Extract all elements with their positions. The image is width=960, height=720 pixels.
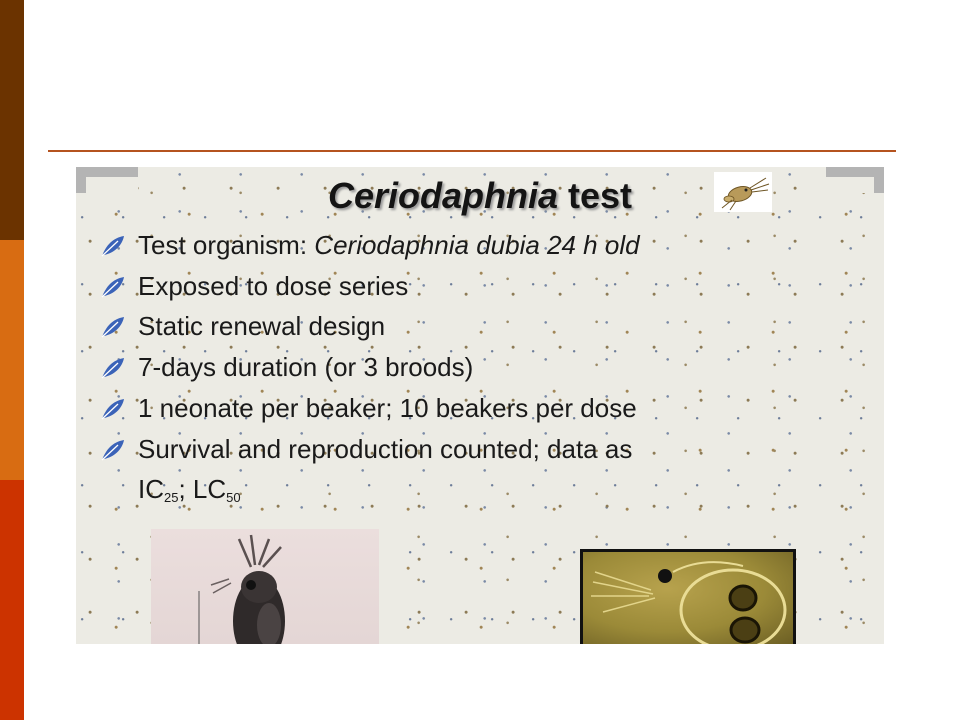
lc-label: LC [192,474,227,505]
title-divider [48,150,896,152]
feather-bullet-icon [100,315,126,339]
feather-bullet-icon [100,397,126,421]
bullet-text: 1 neonate per beaker; 10 beakers per dose [138,392,637,423]
bullet-item [100,388,860,429]
bullet-text: Survival and reproduction counted; data as [138,433,633,464]
accent-stripe-top [0,0,24,240]
feather-bullet-icon [100,438,126,462]
slide-title-rest: test [558,175,633,216]
bullet-text-italic: Ceriodaphnia dubia 24 h old [314,230,640,260]
bullet-text: Static renewal design [138,311,386,342]
bullet-text: Exposed to dose series [138,270,409,301]
bullet-list [100,225,860,519]
bullet-item [100,347,860,388]
accent-stripe-middle [0,240,24,480]
ic-label: IC [138,474,164,505]
feather-bullet-icon [100,356,126,380]
bullet-item [100,306,860,347]
lc-subscript: 50 [226,490,241,506]
slide-image [76,167,884,644]
bullet-text: 7-days duration (or 3 broods) [138,352,474,383]
bullet-item [100,429,860,519]
feather-bullet-icon [100,234,126,258]
bullet-item [100,225,860,266]
bullet-text: Test organism: [138,230,315,260]
ic-subscript: 25 [164,490,179,506]
feather-bullet-icon [100,275,126,299]
ceriodaphnia-darkfield-photo [580,549,796,644]
accent-stripe-bottom [0,480,24,720]
bullet-item [100,266,860,307]
ceriodaphnia-microscope-photo [151,529,379,644]
copepod-image [714,172,772,212]
separator-text: ; [178,474,193,505]
slide-title-italic: Ceriodaphnia [327,175,558,216]
